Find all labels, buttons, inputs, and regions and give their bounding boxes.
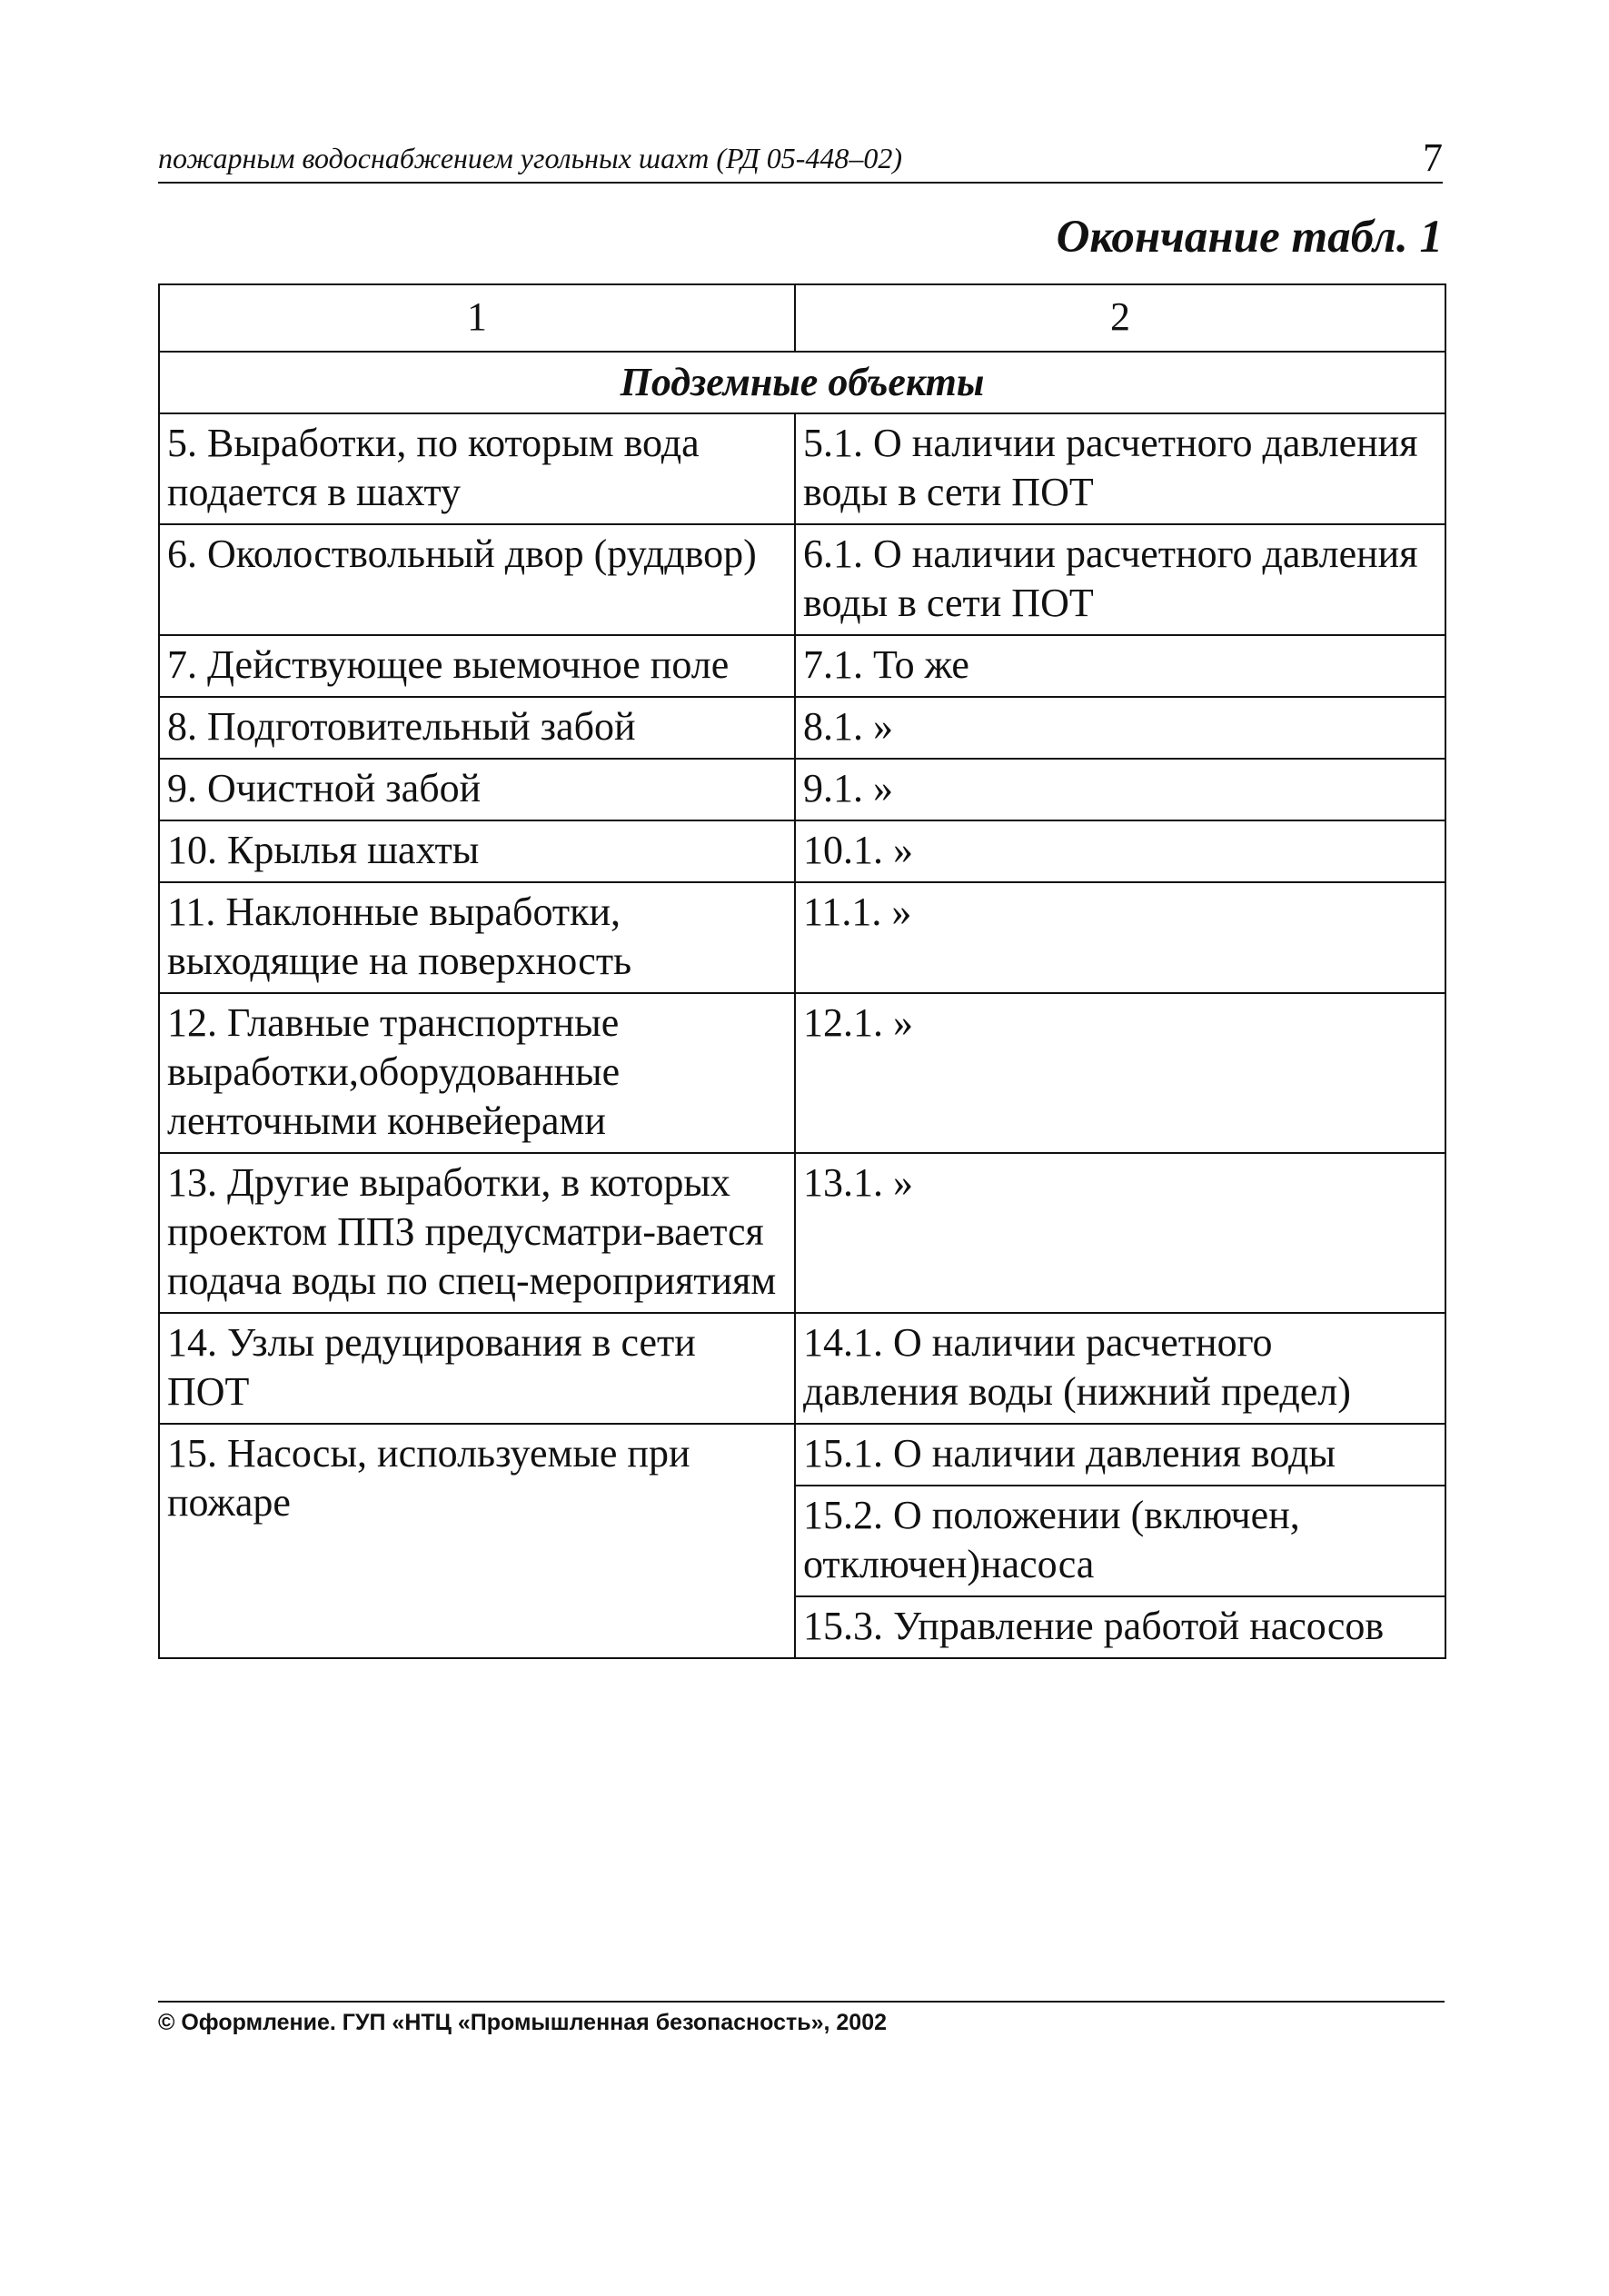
column-header-1: 1 (159, 284, 795, 352)
column-header-row (159, 284, 1445, 352)
section-row (159, 352, 1445, 413)
object-cell: 8. Подготовительный забой (159, 697, 795, 759)
table-row (159, 1153, 1445, 1313)
check-cell: 9.1. » (795, 759, 1445, 820)
check-cell: 15.1. О наличии давления воды (795, 1424, 1445, 1486)
table-row (159, 1424, 1445, 1486)
object-cell: 14. Узлы редуцирования в сети ПОТ (159, 1313, 795, 1424)
check-cell: 13.1. » (795, 1153, 1445, 1313)
check-cell: 10.1. » (795, 820, 1445, 882)
table-row (159, 759, 1445, 820)
object-cell: 5. Выработки, по которым вода подается в шахту (159, 413, 795, 524)
check-cell: 5.1. О наличии расчетного давления воды в сети ПОТ (795, 413, 1445, 524)
object-cell: 7. Действующее выемочное поле (159, 635, 795, 697)
object-cell: 10. Крылья шахты (159, 820, 795, 882)
running-head (158, 134, 1443, 184)
footer-rule (158, 2001, 1445, 2003)
object-cell: 11. Наклонные выработки, выходящие на поверхность (159, 882, 795, 993)
table-row (159, 1313, 1445, 1424)
check-cell: 8.1. » (795, 697, 1445, 759)
object-cell: 6. Околоствольный двор (руддвор) (159, 524, 795, 635)
objects-table (158, 283, 1446, 1659)
object-cell: 13. Другие выработки, в которых проектом ППЗ предусматри-вается подача воды по спец-мероприятиям (159, 1153, 795, 1313)
object-cell: 15. Насосы, используемые при пожаре (159, 1424, 795, 1658)
table-row (159, 882, 1445, 993)
check-cell: 7.1. То же (795, 635, 1445, 697)
check-cell: 12.1. » (795, 993, 1445, 1153)
table-row (159, 413, 1445, 524)
table-row (159, 524, 1445, 635)
column-header-2: 2 (795, 284, 1445, 352)
check-cell: 14.1. О наличии расчетного давления воды (нижний предел) (795, 1313, 1445, 1424)
check-cell: 11.1. » (795, 882, 1445, 993)
page-number: 7 (1423, 135, 1443, 180)
table-caption: Окончание табл. 1 (1056, 212, 1443, 263)
table-row (159, 635, 1445, 697)
object-cell: 9. Очистной забой (159, 759, 795, 820)
object-cell: 12. Главные транспортные выработки,оборудованные ленточными конвейерами (159, 993, 795, 1153)
table-row (159, 697, 1445, 759)
check-cell: 6.1. О наличии расчетного давления воды в сети ПОТ (795, 524, 1445, 635)
check-cell: 15.2. О положении (включен, отключен)насоса (795, 1486, 1445, 1596)
check-cell: 15.3. Управление работой насосов (795, 1596, 1445, 1658)
running-title: пожарным водоснабжением угольных шахт (РД 05-448–02) (158, 142, 903, 174)
copyright-footer: © Оформление. ГУП «НТЦ «Промышленная безопасность», 2002 (158, 2010, 888, 2035)
table-row (159, 820, 1445, 882)
table-row (159, 993, 1445, 1153)
section-title: Подземные объекты (159, 352, 1445, 413)
